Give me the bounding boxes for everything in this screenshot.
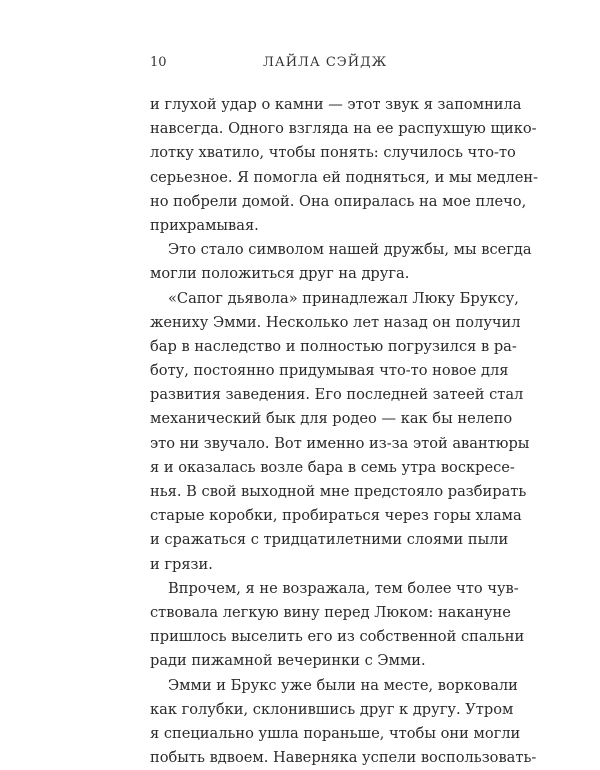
text-line: как голубки, склонившись друг к другу. Утром <box>150 700 514 718</box>
body-text <box>150 93 539 770</box>
text-line: но побрели домой. Она опиралась на мое плечо, <box>150 192 527 210</box>
text-line: «Сапог дьявола» принадлежал Люку Бруксу, <box>168 289 519 307</box>
text-line: жениху Эмми. Несколько лет назад он получил <box>150 313 521 331</box>
page-number: 10 <box>150 55 167 70</box>
page-header <box>150 55 450 75</box>
text-line: нья. В свой выходной мне предстояло разбирать <box>150 483 527 500</box>
text-line: серьезное. Я помогла ей подняться, и мы медлен- <box>150 168 539 186</box>
text-line: бар в наследство и полностью погрузился в ра- <box>150 337 517 355</box>
text-line: и сражаться с тридцатилетними слоями пыли <box>150 531 509 549</box>
text-line: пришлось выселить его из собственной спальни <box>150 628 525 646</box>
text-line: и глухой удар о камни — этот звук я запомнила <box>150 96 522 113</box>
text-line: я специально ушла пораньше, чтобы они могли <box>150 724 521 742</box>
text-line: навсегда. Одного взгляда на ее распухшую щико- <box>150 120 537 138</box>
text-line: это ни звучало. Вот именно из-за этой авантюры <box>150 434 530 452</box>
text-line: побыть вдвоем. Наверняка успели воспользовать- <box>150 749 537 767</box>
running-head-author: ЛАЙЛА СЭЙДЖ <box>263 55 388 70</box>
text-line: Эмми и Брукс уже были на месте, ворковали <box>168 676 518 694</box>
text-line: ради пижамной вечеринки с Эмми. <box>150 652 426 670</box>
text-line: механический бык для родео — как бы нелепо <box>150 410 513 428</box>
text-line: развития заведения. Его последней затеей стал <box>150 386 524 404</box>
text-line: могли положиться друг на друга. <box>150 265 410 283</box>
text-line: Впрочем, я не возражала, тем более что чув- <box>168 579 519 597</box>
text-line: прихрамывая. <box>150 216 259 234</box>
text-line: Это стало символом нашей дружбы, мы всегда <box>168 241 532 259</box>
text-line: я и оказалась возле бара в семь утра воскресе- <box>150 458 515 476</box>
text-line: и грязи. <box>150 555 213 573</box>
text-line: лотку хватило, чтобы понять: случилось что-то <box>150 144 516 162</box>
text-line: ствовала легкую вину перед Люком: накануне <box>150 603 511 621</box>
text-line: боту, постоянно придумывая что-то новое для <box>150 362 509 380</box>
text-line: старые коробки, пробираться через горы хлама <box>150 507 522 525</box>
